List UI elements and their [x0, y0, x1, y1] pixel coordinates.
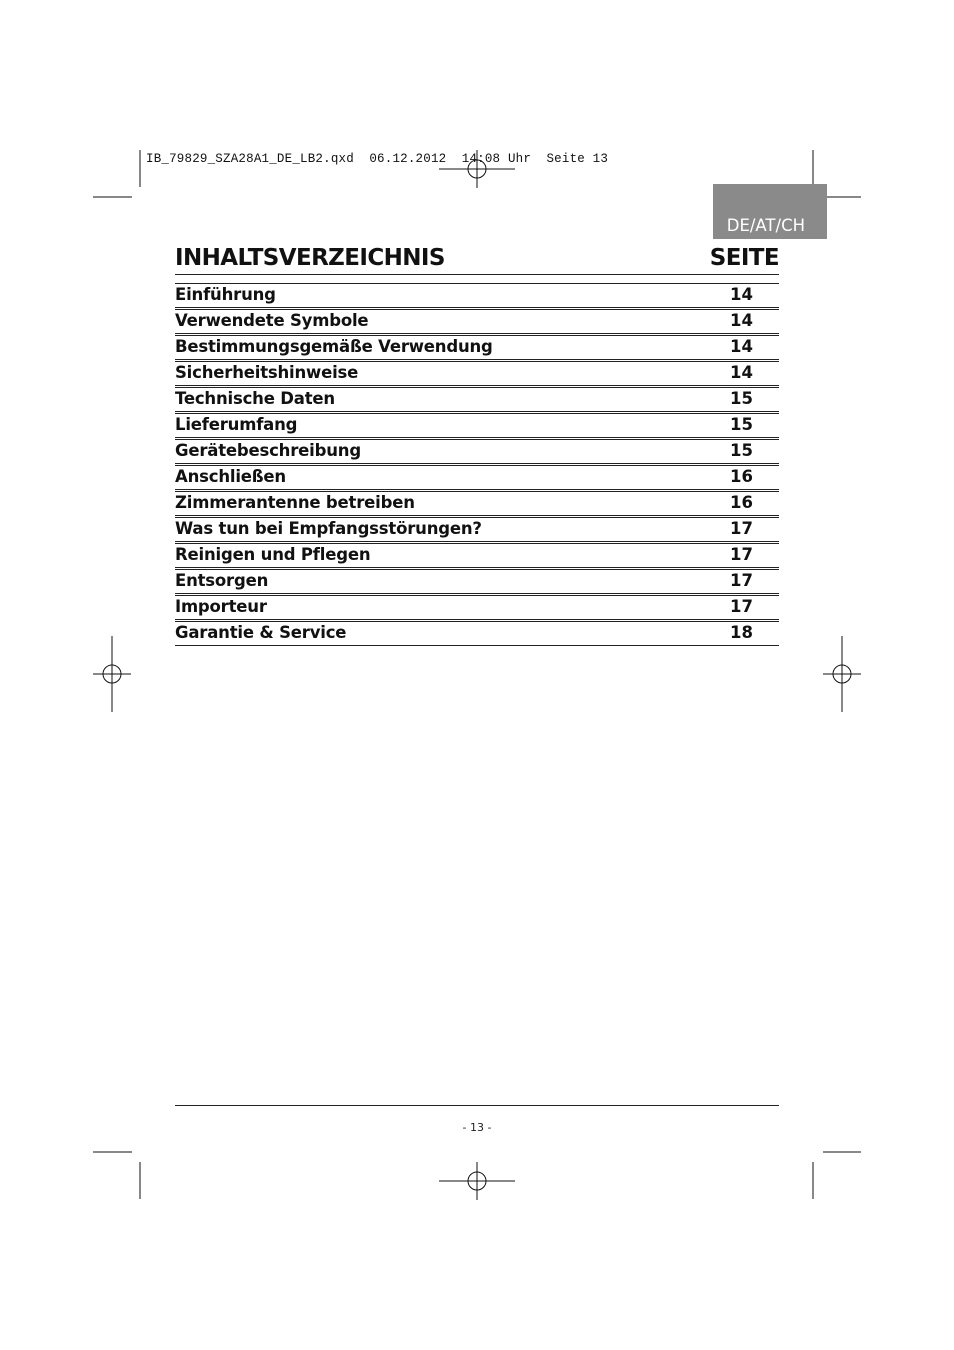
toc-entry-title: Importeur — [175, 597, 267, 616]
toc-entry — [175, 335, 779, 360]
toc-entry — [175, 491, 779, 516]
toc-entry — [175, 517, 779, 542]
toc-entry-title: Lieferumfang — [175, 415, 298, 434]
toc-entry-title: Gerätebeschreibung — [175, 441, 361, 460]
toc-entry — [175, 283, 779, 308]
language-tab-label: DE/AT/CH — [726, 216, 805, 235]
toc-header — [175, 243, 779, 275]
toc-entry-page: 17 — [730, 571, 753, 590]
page-number: - 13 - — [462, 1121, 492, 1134]
toc-entry — [175, 595, 779, 620]
toc-heading: INHALTSVERZEICHNIS — [175, 245, 445, 271]
toc-entry-title: Garantie & Service — [175, 623, 347, 642]
toc-entry-page: 15 — [730, 441, 753, 460]
toc-entry-title: Anschließen — [175, 467, 286, 486]
language-tab — [713, 184, 827, 239]
table-of-contents — [175, 243, 779, 647]
toc-entry — [175, 621, 779, 646]
toc-entry-title: Sicherheitshinweise — [175, 363, 359, 382]
toc-entry-page: 14 — [730, 337, 753, 356]
toc-entry-page: 14 — [730, 311, 753, 330]
toc-entry-title: Was tun bei Empfangsstörungen? — [175, 519, 482, 538]
toc-entry — [175, 439, 779, 464]
toc-entry-title: Entsorgen — [175, 571, 269, 590]
toc-entry — [175, 361, 779, 386]
toc-entry-page: 17 — [730, 545, 753, 564]
toc-entry-title: Reinigen und Pflegen — [175, 545, 371, 564]
footer-divider — [175, 1105, 779, 1106]
toc-entry-page: 15 — [730, 415, 753, 434]
toc-entry — [175, 309, 779, 334]
toc-entry-title: Einführung — [175, 285, 276, 304]
toc-entry — [175, 543, 779, 568]
registration-mark-left — [93, 636, 131, 712]
toc-entry-page: 18 — [730, 623, 753, 642]
toc-entry — [175, 413, 779, 438]
toc-entry-title: Verwendete Symbole — [175, 311, 369, 330]
toc-entry-page: 16 — [730, 467, 753, 486]
toc-entry-title: Technische Daten — [175, 389, 335, 408]
toc-list — [175, 283, 779, 646]
toc-entry-page: 15 — [730, 389, 753, 408]
toc-entry — [175, 569, 779, 594]
registration-mark-bottom — [439, 1162, 515, 1200]
toc-entry-page: 14 — [730, 285, 753, 304]
toc-entry-page: 17 — [730, 519, 753, 538]
toc-entry-title: Bestimmungsgemäße Verwendung — [175, 337, 493, 356]
file-slug-line: IB_79829_SZA28A1_DE_LB2.qxd 06.12.2012 14:08 Uhr Seite 13 — [146, 152, 609, 166]
toc-page-heading: SEITE — [709, 245, 779, 271]
registration-mark-right — [823, 636, 861, 712]
toc-entry-title: Zimmerantenne betreiben — [175, 493, 415, 512]
toc-entry-page: 17 — [730, 597, 753, 616]
toc-entry — [175, 465, 779, 490]
toc-entry — [175, 387, 779, 412]
toc-entry-page: 14 — [730, 363, 753, 382]
toc-entry-page: 16 — [730, 493, 753, 512]
